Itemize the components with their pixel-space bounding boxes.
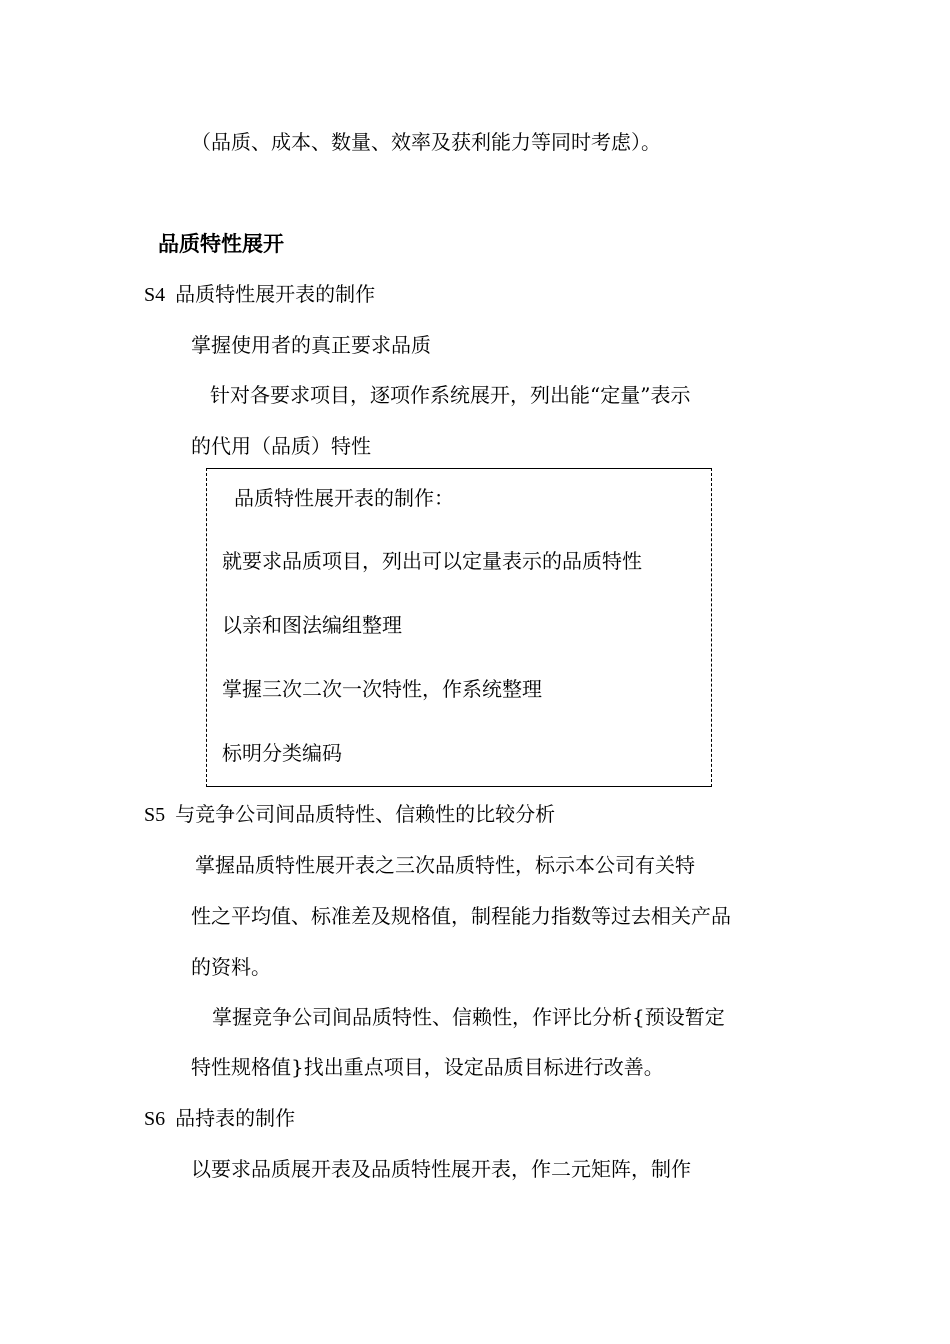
box-item: 掌握三次二次一次特性，作系统整理: [222, 677, 542, 701]
s6-step-title: 品持表的制作: [175, 1106, 296, 1130]
s5-line-1: 掌握品质特性展开表之三次品质特性，标示本公司有关特: [195, 853, 695, 877]
intro-line: （品质、成本、数量、效率及获利能力等同时考虑）。: [191, 130, 661, 154]
s5-line-4: 掌握竞争公司间品质特性、信赖性，作评比分析{预设暂定: [212, 1005, 725, 1029]
s5-step-header: [144, 802, 555, 827]
s4-step-title: 品质特性展开表的制作: [175, 282, 376, 306]
s4-line-2: 针对各要求项目，逐项作系统展开，列出能“定量”表示: [210, 383, 691, 407]
s6-step-header: [144, 1106, 295, 1131]
box-item: 以亲和图法编组整理: [222, 613, 402, 637]
s6-step-code: S6: [144, 1108, 166, 1130]
s5-step-title: 与竞争公司间品质特性、信赖性的比较分析: [175, 802, 556, 826]
s5-line-2: 性之平均值、标准差及规格值，制程能力指数等过去相关产品: [191, 904, 731, 928]
s6-line-1: 以要求品质展开表及品质特性展开表，作二元矩阵，制作: [191, 1157, 691, 1181]
s4-step-code: S4: [144, 284, 166, 306]
s4-line-3: 的代用（品质）特性: [191, 434, 371, 458]
s5-line-3: 的资料。: [191, 955, 271, 979]
box-item: 标明分类编码: [222, 741, 342, 765]
box-title: 品质特性展开表的制作：: [234, 486, 454, 510]
s4-step-header: [144, 282, 375, 307]
box-item: 就要求品质项目，列出可以定量表示的品质特性: [222, 549, 642, 573]
s4-line-1: 掌握使用者的真正要求品质: [191, 333, 431, 357]
s5-step-code: S5: [144, 804, 166, 826]
section-heading: 品质特性展开: [158, 232, 284, 256]
s5-line-5: 特性规格值}找出重点项目，设定品质目标进行改善。: [191, 1055, 664, 1079]
